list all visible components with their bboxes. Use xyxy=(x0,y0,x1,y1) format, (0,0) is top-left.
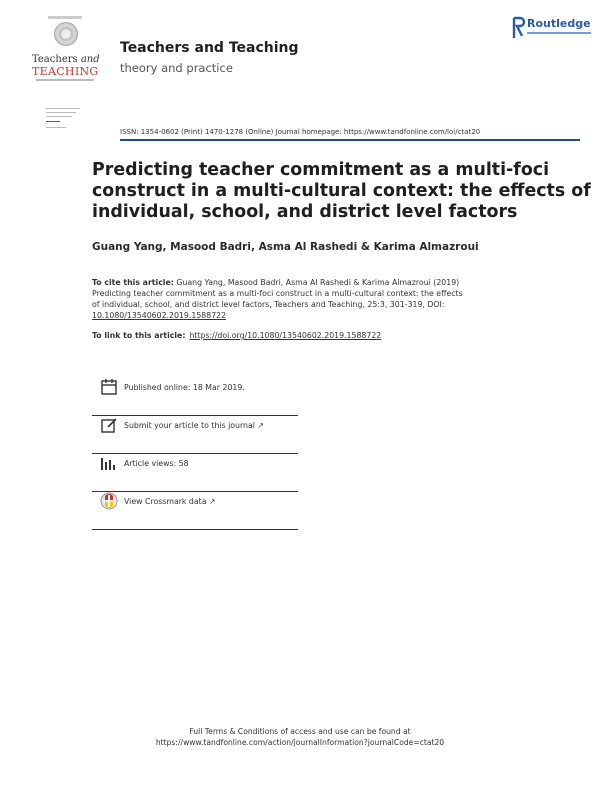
published-online-row xyxy=(92,378,298,416)
bar-chart-icon xyxy=(100,454,118,472)
journal-subtitle: theory and practice xyxy=(120,61,233,75)
article-views-row xyxy=(92,454,298,492)
citation-line: of individual, school, and district level factors, Teachers and Teaching, 25:3, 301-319, DOI: xyxy=(92,300,445,309)
footer-journal-link[interactable]: https://www.tandfonline.com/action/journalInformation?journalCode=ctat20 xyxy=(155,738,445,747)
header-divider xyxy=(120,139,580,141)
published-online-text: Published online: 18 Mar 2019. xyxy=(124,383,245,392)
logo-tagline-bar xyxy=(36,79,94,81)
routledge-r-icon xyxy=(511,16,525,40)
citation-block xyxy=(92,277,522,321)
article-link-label: To link to this article: xyxy=(92,331,186,340)
journal-logo xyxy=(30,14,100,84)
article-authors: Guang Yang, Masood Badri, Asma Al Rashedi & Karima Almazroui xyxy=(92,241,479,253)
small-publisher-logo xyxy=(46,108,80,132)
external-link-icon: ↗ xyxy=(257,421,264,430)
issn-line: ISSN: 1354-0602 (Print) 1470-1278 (Online) Journal homepage: https://www.tandfonline.com/loi/ctat20 xyxy=(120,128,481,136)
external-link-icon: ↗ xyxy=(208,497,216,506)
publisher-logo[interactable] xyxy=(511,16,591,42)
journal-title[interactable]: Teachers and Teaching xyxy=(120,40,299,56)
footer-line: Full Terms & Conditions of access and use can be found at xyxy=(189,727,411,736)
edit-icon xyxy=(100,416,118,434)
article-title-line: construct in a multi-cultural context: the effects of xyxy=(92,181,591,201)
publisher-tagline-bar xyxy=(527,32,591,34)
citation-doi-link[interactable]: 10.1080/13540602.2019.1588722 xyxy=(92,311,227,320)
logo-seal-icon xyxy=(54,22,78,46)
logo-text-teaching: TEACHING xyxy=(32,65,99,78)
crossmark-link[interactable]: View Crossmark data ↗ xyxy=(124,497,216,506)
article-title-line: Predicting teacher commitment as a multi-foci xyxy=(92,160,550,180)
article-title xyxy=(92,160,591,223)
article-doi-link[interactable]: https://doi.org/10.1080/13540602.2019.1588722 xyxy=(189,331,382,340)
citation-line: Guang Yang, Masood Badri, Asma Al Rashedi & Karima Almazroui (2019) xyxy=(176,278,460,287)
publisher-name: Routledge xyxy=(527,17,591,30)
submit-article-row[interactable] xyxy=(92,416,298,454)
citation-label: To cite this article: xyxy=(92,278,174,287)
article-views-text: Article views: 58 xyxy=(124,459,189,468)
article-title-line: individual, school, and district level factors xyxy=(92,202,518,222)
article-link-line xyxy=(92,331,381,340)
submit-article-link[interactable]: Submit your article to this journal ↗ xyxy=(124,421,264,430)
footer xyxy=(0,726,600,748)
logo-text-teachers: Teachers and xyxy=(32,54,100,65)
calendar-icon xyxy=(100,378,118,396)
info-divider xyxy=(92,529,298,530)
logo-seal-banner xyxy=(48,16,82,19)
citation-line: Predicting teacher commitment as a multi-foci construct in a multi-cultural context: the effects xyxy=(92,289,463,298)
crossmark-icon xyxy=(100,492,118,510)
crossmark-row[interactable] xyxy=(92,492,298,530)
